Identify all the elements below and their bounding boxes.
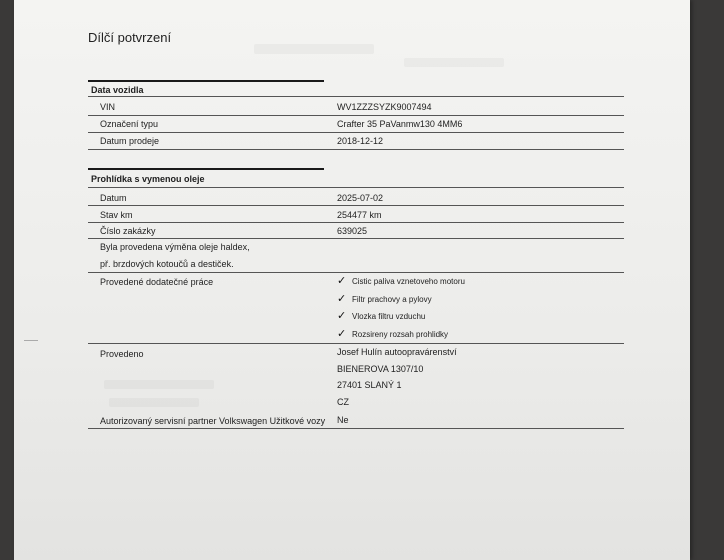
mileage-label: Stav km (100, 210, 133, 220)
performed-by-line: Josef Hulín autoopravárenství (337, 347, 457, 357)
row-rule (88, 343, 624, 344)
service-date-value: 2025-07-02 (337, 193, 384, 203)
row-rule (88, 238, 624, 239)
performed-by-line: BIENEROVA 1307/10 (337, 364, 424, 374)
service-date-label: Datum (100, 193, 127, 203)
order-number-value: 639025 (337, 226, 368, 236)
type-value: Crafter 35 PaVanmw130 4MM6 (337, 119, 463, 129)
row-rule (88, 96, 624, 97)
extra-work-item: Filtr prachovy a pylovy (352, 295, 432, 304)
bleed-through-shadow (254, 44, 374, 54)
margin-mark (24, 340, 38, 341)
authorized-partner-value: Ne (337, 415, 349, 425)
section-title-vehicle: Data vozidla (91, 85, 144, 95)
mileage-value: 254477 km (337, 210, 382, 220)
checkmark-icon: ✓ (337, 293, 347, 305)
section-bar (88, 168, 324, 170)
row-rule (88, 115, 624, 116)
order-number-label: Číslo zakázky (100, 226, 156, 236)
vin-value: WV1ZZZSYZK9007494 (337, 102, 432, 112)
row-rule (88, 132, 624, 133)
bleed-through-shadow (404, 58, 504, 67)
row-rule (88, 222, 624, 223)
row-rule (88, 187, 624, 188)
type-label: Označení typu (100, 119, 159, 129)
row-rule (88, 272, 624, 273)
vin-label: VIN (100, 102, 116, 112)
service-note-line2: př. brzdových kotoučů a destiček. (100, 259, 234, 269)
checkmark-icon: ✓ (337, 328, 347, 340)
authorized-partner-label: Autorizovaný servisní partner Volkswagen Užitkové vozy (100, 416, 326, 426)
document-page (14, 0, 690, 560)
performed-by-label: Provedeno (100, 349, 144, 359)
bleed-through-shadow (109, 398, 199, 407)
page-title: Dílčí potvrzení (88, 30, 172, 45)
performed-by-line: CZ (337, 397, 349, 407)
extra-work-item: Cistic paliva vznetoveho motoru (352, 277, 465, 286)
section-title-service: Prohlídka s vymenou oleje (91, 174, 205, 184)
performed-by-line: 27401 SLANÝ 1 (337, 380, 402, 390)
row-rule (88, 205, 624, 206)
sale-date-label: Datum prodeje (100, 136, 160, 146)
row-rule (88, 149, 624, 150)
checkmark-icon: ✓ (337, 275, 347, 287)
extra-work-label: Provedené dodatečné práce (100, 277, 214, 287)
row-rule (88, 428, 624, 429)
sale-date-value: 2018-12-12 (337, 136, 384, 146)
service-note-line1: Byla provedena výměna oleje haldex, (100, 242, 250, 252)
checkmark-icon: ✓ (337, 310, 347, 322)
extra-work-item: Vlozka filtru vzduchu (352, 312, 426, 321)
section-bar (88, 80, 324, 82)
extra-work-item: Rozsireny rozsah prohlidky (352, 330, 449, 339)
bleed-through-shadow (104, 380, 214, 389)
